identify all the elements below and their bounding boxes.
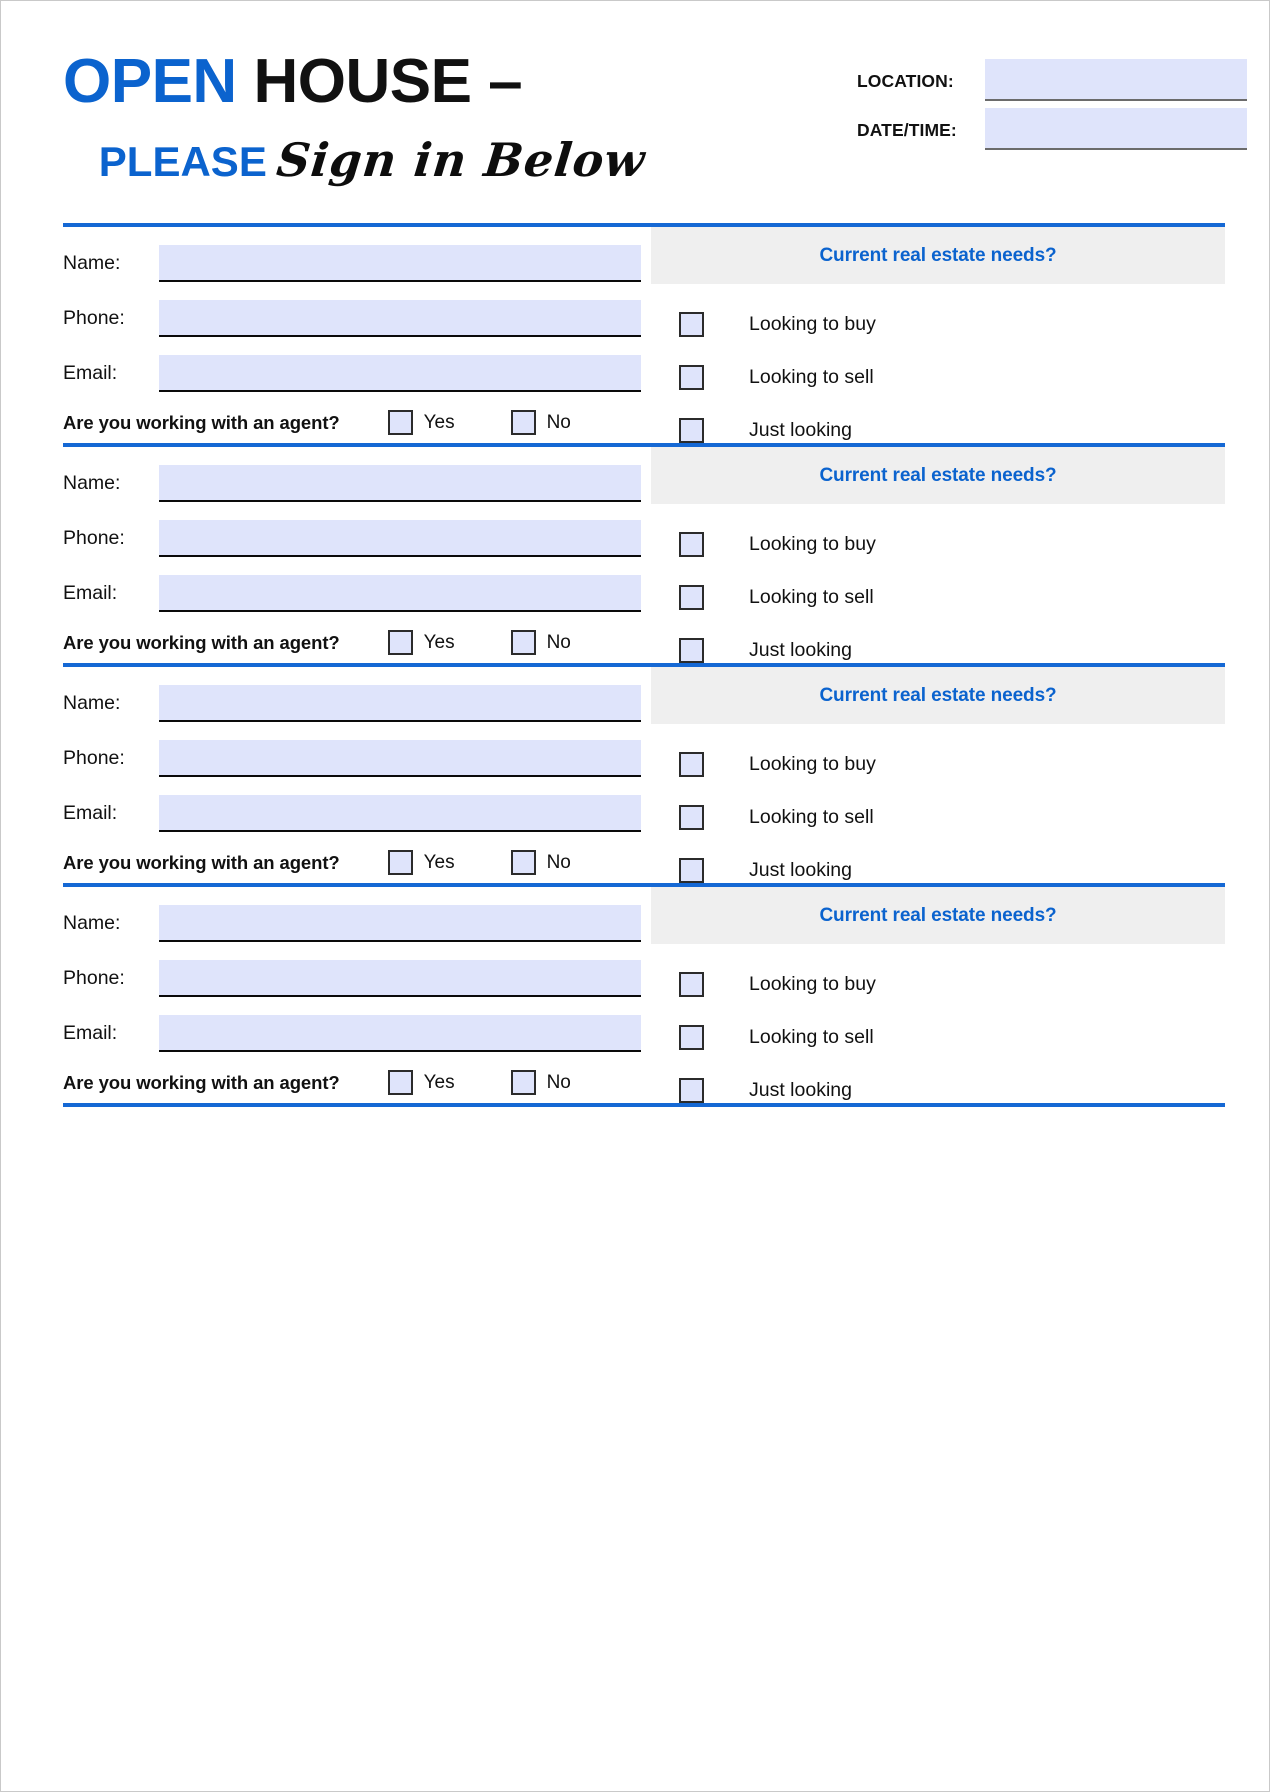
sign-in-entry [1,883,1247,1103]
agent-question-label: Are you working with an agent? [63,411,340,433]
phone-input[interactable] [159,740,641,777]
need-option-sell[interactable] [651,585,1225,610]
need-sell-label: Looking to sell [749,1026,874,1048]
agent-yes-option[interactable] [388,630,455,655]
agent-yes-option[interactable] [388,1070,455,1095]
email-input[interactable] [159,575,641,612]
name-input[interactable] [159,905,641,942]
entry-contact-column [1,667,641,881]
need-just-looking-checkbox[interactable] [679,858,704,883]
need-buy-checkbox[interactable] [679,312,704,337]
name-label: Name: [63,691,121,714]
need-buy-label: Looking to buy [749,973,876,995]
phone-row [63,300,641,337]
title-line-1 [63,47,663,116]
entry-body [1,887,1247,1103]
needs-heading-bar [651,227,1225,284]
email-input[interactable] [159,795,641,832]
agent-yes-checkbox[interactable] [388,850,413,875]
agent-no-option[interactable] [511,630,571,655]
agent-question-row [63,850,641,881]
need-just-looking-label: Just looking [749,1079,852,1101]
need-just-looking-label: Just looking [749,639,852,661]
needs-heading-text: Current real estate needs? [819,904,1057,926]
name-label: Name: [63,471,121,494]
phone-row [63,520,641,557]
agent-no-checkbox[interactable] [511,850,536,875]
need-option-just-looking[interactable] [651,1078,1225,1103]
email-label: Email: [63,581,118,604]
entry-contact-column [1,447,641,661]
email-input[interactable] [159,1015,641,1052]
agent-no-checkbox[interactable] [511,410,536,435]
agent-no-checkbox[interactable] [511,1070,536,1095]
need-just-looking-label: Just looking [749,419,852,441]
agent-no-option[interactable] [511,850,571,875]
agent-no-label: No [546,851,571,873]
datetime-label: DATE/TIME: [857,120,957,140]
agent-no-label: No [546,1071,571,1093]
entry-contact-column [1,887,641,1101]
entry-needs-column [641,447,1247,663]
header-meta-fields [857,59,1247,157]
agent-question-row [63,630,641,661]
agent-no-checkbox[interactable] [511,630,536,655]
agent-question-row [63,410,641,441]
title-open-word: OPEN [63,47,237,116]
title-please-word: PLEASE [98,138,267,185]
datetime-row [857,108,1247,150]
entry-contact-column [1,227,641,441]
title-script-phrase: Sign in Below [274,133,648,187]
need-buy-label: Looking to buy [749,533,876,555]
name-input[interactable] [159,465,641,502]
need-just-looking-checkbox[interactable] [679,638,704,663]
email-row [63,795,641,832]
need-just-looking-checkbox[interactable] [679,1078,704,1103]
name-label: Name: [63,251,121,274]
phone-input[interactable] [159,520,641,557]
section-divider-bottom [63,1103,1225,1107]
location-row [857,59,1247,101]
need-sell-label: Looking to sell [749,366,874,388]
need-option-just-looking[interactable] [651,858,1225,883]
title-house-word: HOUSE – [236,47,523,116]
entry-needs-column [641,227,1247,443]
phone-row [63,740,641,777]
agent-yes-option[interactable] [388,850,455,875]
need-option-sell[interactable] [651,365,1225,390]
email-row [63,1015,641,1052]
entry-body [1,447,1247,663]
agent-yes-checkbox[interactable] [388,1070,413,1095]
agent-no-option[interactable] [511,1070,571,1095]
name-row [63,465,641,502]
email-label: Email: [63,1021,118,1044]
agent-yes-checkbox[interactable] [388,630,413,655]
need-buy-checkbox[interactable] [679,752,704,777]
agent-question-row [63,1070,641,1101]
agent-yes-option[interactable] [388,410,455,435]
need-just-looking-checkbox[interactable] [679,418,704,443]
sign-in-entry [1,223,1247,443]
needs-heading-bar [651,667,1225,724]
entry-body [1,227,1247,443]
location-input[interactable] [985,59,1247,101]
sign-in-entry [1,663,1247,883]
name-row [63,245,641,282]
name-input[interactable] [159,245,641,282]
need-sell-label: Looking to sell [749,586,874,608]
name-input[interactable] [159,685,641,722]
entry-needs-column [641,667,1247,883]
entry-body [1,667,1247,883]
needs-heading-text: Current real estate needs? [819,684,1057,706]
phone-row [63,960,641,997]
need-buy-label: Looking to buy [749,313,876,335]
page-title [63,47,663,187]
need-just-looking-label: Just looking [749,859,852,881]
need-sell-checkbox[interactable] [679,805,704,830]
need-buy-checkbox[interactable] [679,972,704,997]
need-option-buy[interactable] [651,972,1225,997]
agent-yes-checkbox[interactable] [388,410,413,435]
needs-heading-text: Current real estate needs? [819,464,1057,486]
agent-no-label: No [546,631,571,653]
agent-yes-label: Yes [423,411,455,433]
agent-yes-label: Yes [423,851,455,873]
need-option-sell[interactable] [651,1025,1225,1050]
need-option-sell[interactable] [651,805,1225,830]
sign-in-entry [1,443,1247,663]
sign-in-entries [1,223,1269,1107]
agent-no-option[interactable] [511,410,571,435]
agent-yes-label: Yes [423,631,455,653]
need-option-buy[interactable] [651,312,1225,337]
need-sell-checkbox[interactable] [679,585,704,610]
phone-label: Phone: [63,746,125,769]
name-row [63,905,641,942]
need-buy-checkbox[interactable] [679,532,704,557]
page-header [1,1,1269,223]
need-option-buy[interactable] [651,532,1225,557]
location-label: LOCATION: [857,71,954,91]
entry-needs-column [641,887,1247,1103]
agent-question-label: Are you working with an agent? [63,631,340,653]
needs-heading-bar [651,887,1225,944]
need-option-just-looking[interactable] [651,638,1225,663]
agent-question-label: Are you working with an agent? [63,1071,340,1093]
email-row [63,355,641,392]
email-input[interactable] [159,355,641,392]
phone-input[interactable] [159,960,641,997]
need-sell-label: Looking to sell [749,806,874,828]
email-label: Email: [63,801,118,824]
email-row [63,575,641,612]
need-option-buy[interactable] [651,752,1225,777]
need-sell-checkbox[interactable] [679,365,704,390]
phone-label: Phone: [63,306,125,329]
phone-input[interactable] [159,300,641,337]
title-line-2 [63,133,663,187]
agent-no-label: No [546,411,571,433]
need-sell-checkbox[interactable] [679,1025,704,1050]
needs-heading-text: Current real estate needs? [819,244,1057,266]
name-label: Name: [63,911,121,934]
email-label: Email: [63,361,118,384]
phone-label: Phone: [63,966,125,989]
needs-heading-bar [651,447,1225,504]
name-row [63,685,641,722]
phone-label: Phone: [63,526,125,549]
agent-yes-label: Yes [423,1071,455,1093]
need-buy-label: Looking to buy [749,753,876,775]
need-option-just-looking[interactable] [651,418,1225,443]
datetime-input[interactable] [985,108,1247,150]
agent-question-label: Are you working with an agent? [63,851,340,873]
